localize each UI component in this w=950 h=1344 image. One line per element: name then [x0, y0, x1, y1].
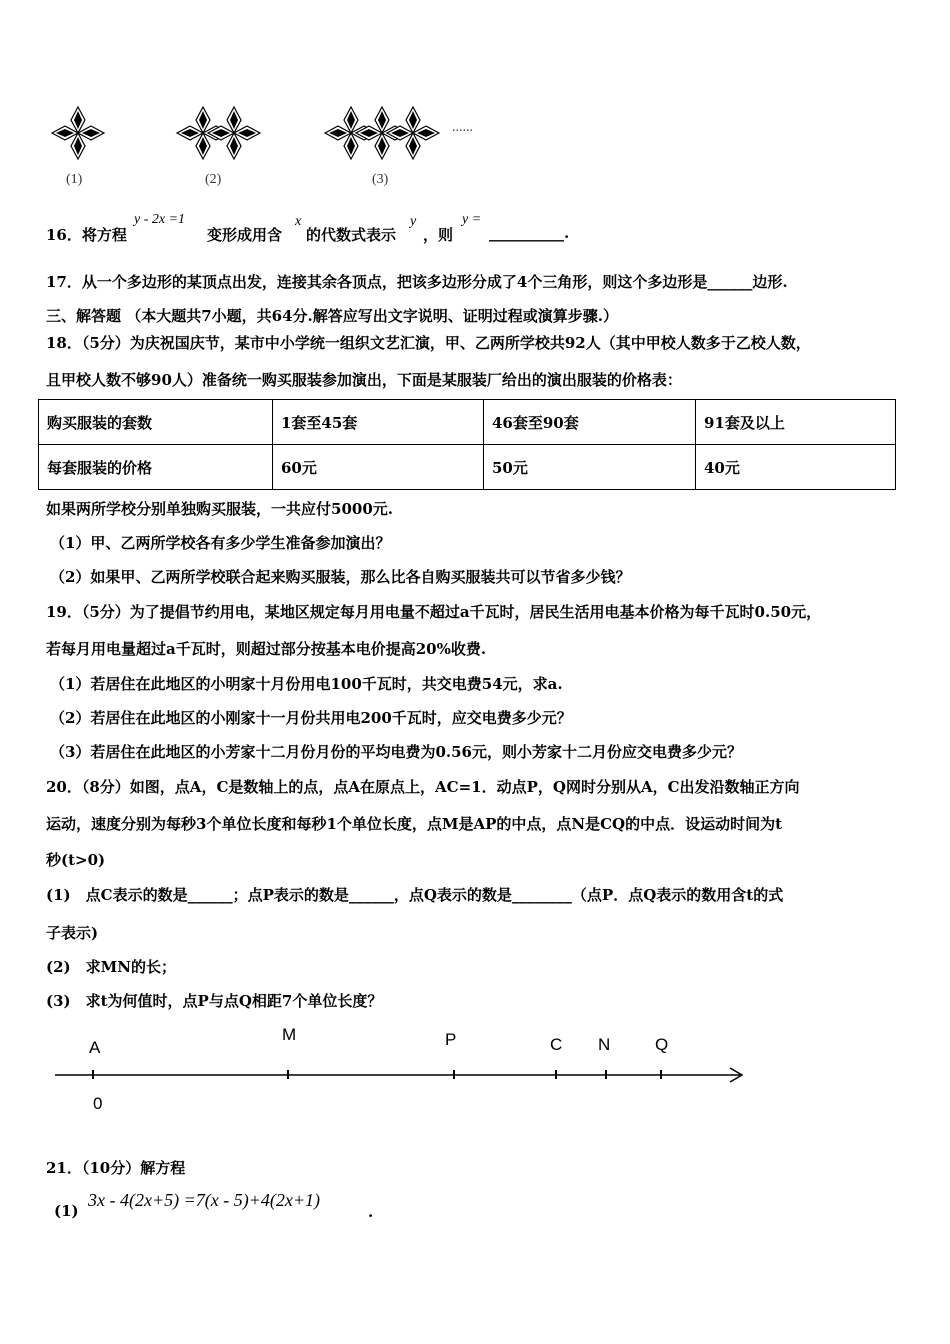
axis-label-Q: Q [655, 1035, 669, 1054]
table-row [39, 445, 896, 490]
table-cell: 每套服装的价格 [39, 445, 273, 490]
flower-3c [387, 107, 439, 159]
q16-prefix: 16．将方程 [46, 226, 127, 244]
q21-sub-1-end: . [368, 1203, 374, 1221]
q20-line-2: 运动，速度分别为每秒3个单位长度和每秒1个单位长度，点M是AP的中点，点N是CQ的中点．设运动时间为t [46, 815, 783, 833]
figure-label-2: (2) [205, 172, 222, 187]
table-cell: 50元 [484, 445, 696, 490]
number-line [50, 1060, 750, 1090]
axis-label-P: P [445, 1030, 457, 1049]
q16-middle2: 的代数式表示 [306, 226, 397, 244]
table-cell: 46套至90套 [484, 400, 696, 445]
table-cell: 1套至45套 [273, 400, 484, 445]
axis-label-C: C [550, 1035, 563, 1054]
q19-sub-3: （3）若居住在此地区的小芳家十二月份月份的平均电费为0.56元，则小芳家十二月份应交电费多少元？ [50, 743, 742, 761]
q20-sub-1a: (1) 点C表示的数是______；点P表示的数是______，点Q表示的数是________（点P．点Q表示的数用含t的式 [46, 886, 784, 904]
q20-sub-1b: 子表示) [46, 924, 99, 942]
question-16 [46, 224, 127, 245]
pattern-figures [40, 95, 500, 175]
q21-sub-1-label: (1) [54, 1202, 79, 1220]
axis-label-N: N [598, 1035, 611, 1054]
q21-title: 21．（10分）解方程 [46, 1159, 186, 1177]
flower-2b [208, 107, 260, 159]
q19-sub-1: （1）若居住在此地区的小明家十月份用电100千瓦时，共交电费54元，求a. [50, 675, 563, 693]
table-cell: 购买服装的套数 [39, 400, 273, 445]
q16-answer-lhs: y = [462, 212, 482, 227]
q16-blank: __________. [489, 224, 570, 242]
q18-line-1: 18．（5分）为庆祝国庆节，某市中小学统一组织文艺汇演，甲、乙两所学校共92人（其中甲校人数多于乙校人数， [46, 334, 811, 352]
q20-sub-3: (3) 求t为何值时，点P与点Q相距7个单位长度？ [46, 992, 383, 1010]
question-17: 17．从一个多边形的某顶点出发，连接其余各顶点，把该多边形分成了4个三角形，则这个多边形是______边形. [46, 273, 788, 291]
q16-then: ，则 [423, 226, 454, 244]
q16-var-y: y [410, 214, 417, 229]
figure-label-3: (3) [372, 172, 389, 187]
q19-line-1: 19．（5分）为了提倡节约用电，某地区规定每月用电量不超过a千瓦时，居民生活用电基本价格为每千瓦时0.50元， [46, 603, 822, 621]
q20-line-3: 秒(t>0) [46, 851, 106, 869]
table-cell: 60元 [273, 445, 484, 490]
section-3-heading: 三、解答题 （本大题共7小题，共64分.解答应写出文字说明、证明过程或演算步骤.） [46, 307, 618, 325]
price-table [38, 399, 896, 490]
table-cell: 40元 [696, 445, 896, 490]
q19-line-2: 若每月用电量超过a千瓦时，则超过部分按基本电价提高20%收费. [46, 640, 487, 658]
q18-sub-2: （2）如果甲、乙两所学校联合起来购买服装，那么比各自购买服装共可以节省多少钱？ [50, 568, 631, 586]
q16-equation: y - 2x =1 [134, 212, 186, 227]
figure-label-1: (1) [66, 172, 83, 187]
q20-line-1: 20．（8分）如图，点A，C是数轴上的点，点A在原点上，AC=1．动点P，Q网时分别从A，C出发沿数轴正方向 [46, 778, 800, 796]
q16-var-x: x [295, 214, 302, 229]
table-cell: 91套及以上 [696, 400, 896, 445]
q18-after: 如果两所学校分别单独购买服装，一共应付5000元. [46, 500, 393, 518]
q20-sub-2: (2) 求MN的长； [46, 958, 176, 976]
flower-1 [52, 107, 104, 159]
axis-label-M: M [282, 1025, 297, 1044]
q19-sub-2: （2）若居住在此地区的小刚家十一月份共用电200千瓦时，应交电费多少元？ [50, 709, 572, 727]
axis-origin-label: 0 [93, 1094, 103, 1113]
table-row [39, 400, 896, 445]
axis-label-A: A [89, 1038, 101, 1057]
figure-ellipsis: ...... [452, 120, 473, 135]
q21-sub-1-equation: 3x - 4(2x+5) =7(x - 5)+4(2x+1) [88, 1190, 320, 1210]
q18-line-2: 且甲校人数不够90人）准备统一购买服装参加演出，下面是某服装厂给出的演出服装的价格表： [46, 371, 682, 389]
q18-sub-1: （1）甲、乙两所学校各有多少学生准备参加演出？ [50, 534, 391, 552]
q16-middle: 变形成用含 [207, 226, 283, 244]
